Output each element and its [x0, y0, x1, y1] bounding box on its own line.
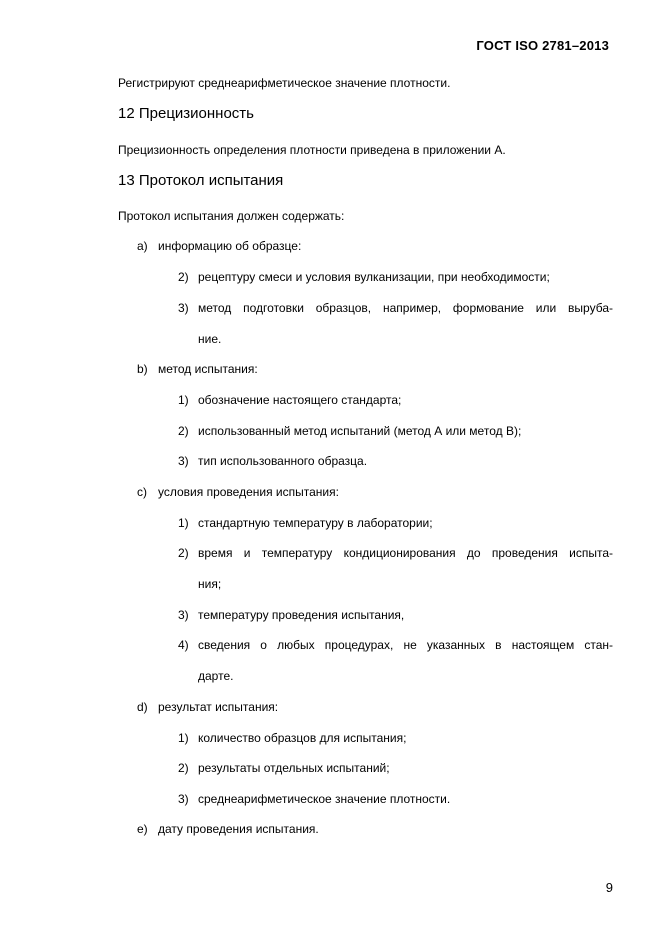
list-item-text: количество образцов для испытания;	[198, 731, 407, 745]
section-12-text: Прецизионность определения плотности приведена в приложении А.	[118, 143, 506, 157]
list-marker: 2)	[178, 546, 189, 560]
list-marker: 3)	[178, 608, 189, 622]
document-code-header: ГОСТ ISO 2781–2013	[476, 38, 609, 53]
section-13-heading: 13 Протокол испытания	[118, 172, 284, 189]
intro-paragraph: Регистрируют среднеарифметическое значение плотности.	[118, 76, 451, 90]
list-item-label: результат испытания:	[158, 700, 279, 714]
list-item-text: стандартную температуру в лаборатории;	[198, 516, 433, 530]
list-marker: 3)	[178, 454, 189, 468]
list-item-b-1	[178, 393, 613, 407]
list-marker: 2)	[178, 270, 189, 284]
list-item-text: метод подготовки образцов, например, формование или выруба-	[198, 301, 613, 315]
list-item-c-2-continuation: ния;	[198, 577, 222, 591]
list-item-text: тип использованного образца.	[198, 454, 368, 468]
list-marker: c)	[137, 485, 147, 499]
list-item-text: использованный метод испытаний (метод А или метод В);	[198, 424, 522, 438]
list-marker: 1)	[178, 731, 189, 745]
section-13-lead: Протокол испытания должен содержать:	[118, 209, 345, 223]
list-item-text: обозначение настоящего стандарта;	[198, 393, 402, 407]
list-item-a-2	[178, 270, 613, 284]
list-item-c-4-continuation: дарте.	[198, 669, 234, 683]
list-marker: 3)	[178, 301, 189, 315]
list-item-d-1	[178, 731, 613, 745]
list-marker: 1)	[178, 516, 189, 530]
list-item-label: информацию об образце:	[158, 239, 302, 253]
list-item-d-3	[178, 792, 613, 806]
list-item-c-4	[178, 638, 613, 652]
list-item-d	[137, 700, 278, 714]
list-marker: 3)	[178, 792, 189, 806]
list-item-b	[137, 362, 258, 376]
list-item-b-3	[178, 454, 613, 468]
list-marker: a)	[137, 239, 148, 253]
list-item-a-3-continuation: ние.	[198, 332, 222, 346]
list-item-a	[137, 239, 301, 253]
list-marker: b)	[137, 362, 148, 376]
list-item-label: дату проведения испытания.	[158, 822, 319, 836]
list-item-b-2	[178, 424, 613, 438]
list-item-text: температуру проведения испытания,	[198, 608, 405, 622]
list-marker: 4)	[178, 638, 189, 652]
list-item-a-3	[178, 301, 613, 315]
list-item-label: условия проведения испытания:	[158, 485, 339, 499]
list-marker: 2)	[178, 424, 189, 438]
list-item-c-2	[178, 546, 613, 560]
page-number: 9	[605, 880, 613, 895]
section-12-heading: 12 Прецизионность	[118, 105, 254, 122]
list-item-text: среднеарифметическое значение плотности.	[198, 792, 451, 806]
list-item-label: метод испытания:	[158, 362, 258, 376]
list-item-d-2	[178, 761, 613, 775]
list-item-c	[137, 485, 339, 499]
list-marker: 1)	[178, 393, 189, 407]
list-marker: 2)	[178, 761, 189, 775]
list-item-text: время и температуру кондиционирования до проведения испыта-	[198, 546, 613, 560]
list-item-c-3	[178, 608, 613, 622]
list-item-e	[137, 822, 319, 836]
list-item-text: результаты отдельных испытаний;	[198, 761, 390, 775]
list-item-text: рецептуру смеси и условия вулканизации, при необходимости;	[198, 270, 550, 284]
list-marker: d)	[137, 700, 148, 714]
list-marker: e)	[137, 822, 148, 836]
list-item-text: сведения о любых процедурах, не указанных в настоящем стан-	[198, 638, 613, 652]
list-item-c-1	[178, 516, 613, 530]
